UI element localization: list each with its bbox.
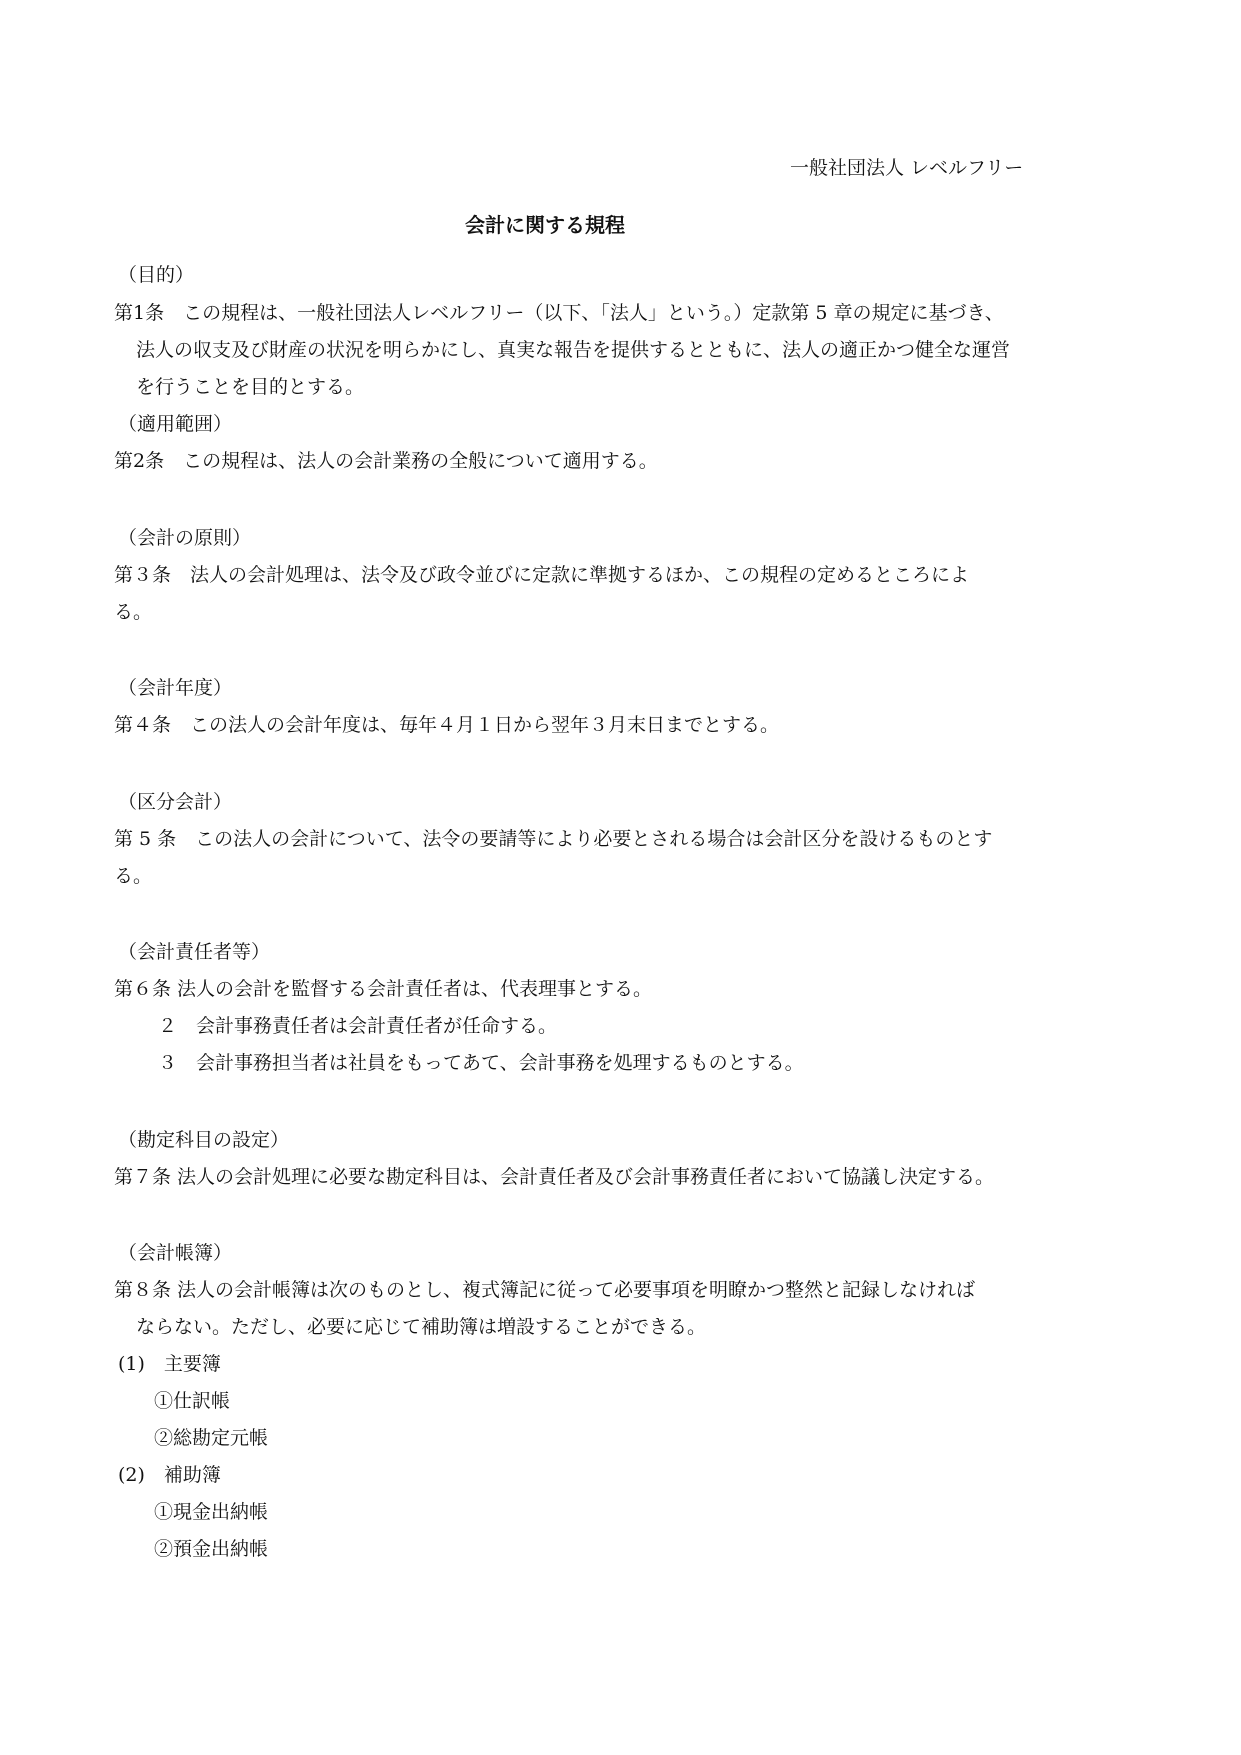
article-2-heading: （適用範囲）: [118, 413, 233, 435]
ledger-category-auxiliary: (2) 補助簿: [118, 1464, 221, 1486]
organization-name: 一般社団法人 レベルフリー: [790, 157, 1024, 179]
article-4-heading: （会計年度）: [118, 677, 233, 699]
article-8-heading: （会計帳簿）: [118, 1242, 233, 1264]
article-6-paragraph-2: ２ 会計事務責任者は会計責任者が任命する。: [158, 1015, 558, 1037]
article-4-line-1: 第４条 この法人の会計年度は、毎年４月１日から翌年３月末日までとする。: [114, 714, 780, 736]
article-1-heading: （目的）: [118, 264, 195, 286]
ledger-item: ①仕訳帳: [154, 1390, 231, 1412]
article-3-line-2: る。: [114, 601, 153, 623]
article-3-heading: （会計の原則）: [118, 527, 252, 549]
article-6-heading: （会計責任者等）: [118, 941, 271, 963]
article-1-line-2: 法人の収支及び財産の状況を明らかにし、真実な報告を提供するとともに、法人の適正かつ健全な運営: [136, 339, 1011, 361]
ledger-item: ①現金出納帳: [154, 1501, 269, 1523]
article-6-paragraph-3: ３ 会計事務担当者は社員をもってあて、会計事務を処理するものとする。: [158, 1052, 804, 1074]
article-3-line-1: 第３条 法人の会計処理は、法令及び政令並びに定款に準拠するほか、この規程の定めるところによ: [114, 564, 970, 586]
article-5-line-1: 第 5 条 この法人の会計について、法令の要請等により必要とされる場合は会計区分を設けるものとす: [114, 828, 993, 850]
article-1-line-1: 第1条 この規程は、一般社団法人レベルフリー（以下、「法人」という。）定款第 5 章の規定に基づき、: [114, 302, 1004, 324]
ledger-category-main: (1) 主要簿: [118, 1353, 221, 1375]
article-7-heading: （勘定科目の設定）: [118, 1129, 290, 1151]
document-title: 会計に関する規程: [465, 213, 625, 237]
article-1-line-3: を行うことを目的とする。: [136, 376, 365, 398]
article-5-heading: （区分会計）: [118, 791, 233, 813]
article-8-line-2: ならない。ただし、必要に応じて補助簿は増設することができる。: [136, 1316, 707, 1338]
article-8-line-1: 第８条 法人の会計帳簿は次のものとし、複式簿記に従って必要事項を明瞭かつ整然と記録しなければ: [114, 1279, 976, 1301]
article-2-line-1: 第2条 この規程は、法人の会計業務の全般について適用する。: [114, 450, 658, 472]
ledger-item: ②預金出納帳: [154, 1538, 269, 1560]
ledger-item: ②総勘定元帳: [154, 1427, 269, 1449]
article-6-line-1: 第６条 法人の会計を監督する会計責任者は、代表理事とする。: [114, 978, 653, 1000]
article-5-line-2: る。: [114, 865, 153, 887]
article-7-line-1: 第７条 法人の会計処理に必要な勘定科目は、会計責任者及び会計事務責任者において協議し決定する。: [114, 1166, 995, 1188]
